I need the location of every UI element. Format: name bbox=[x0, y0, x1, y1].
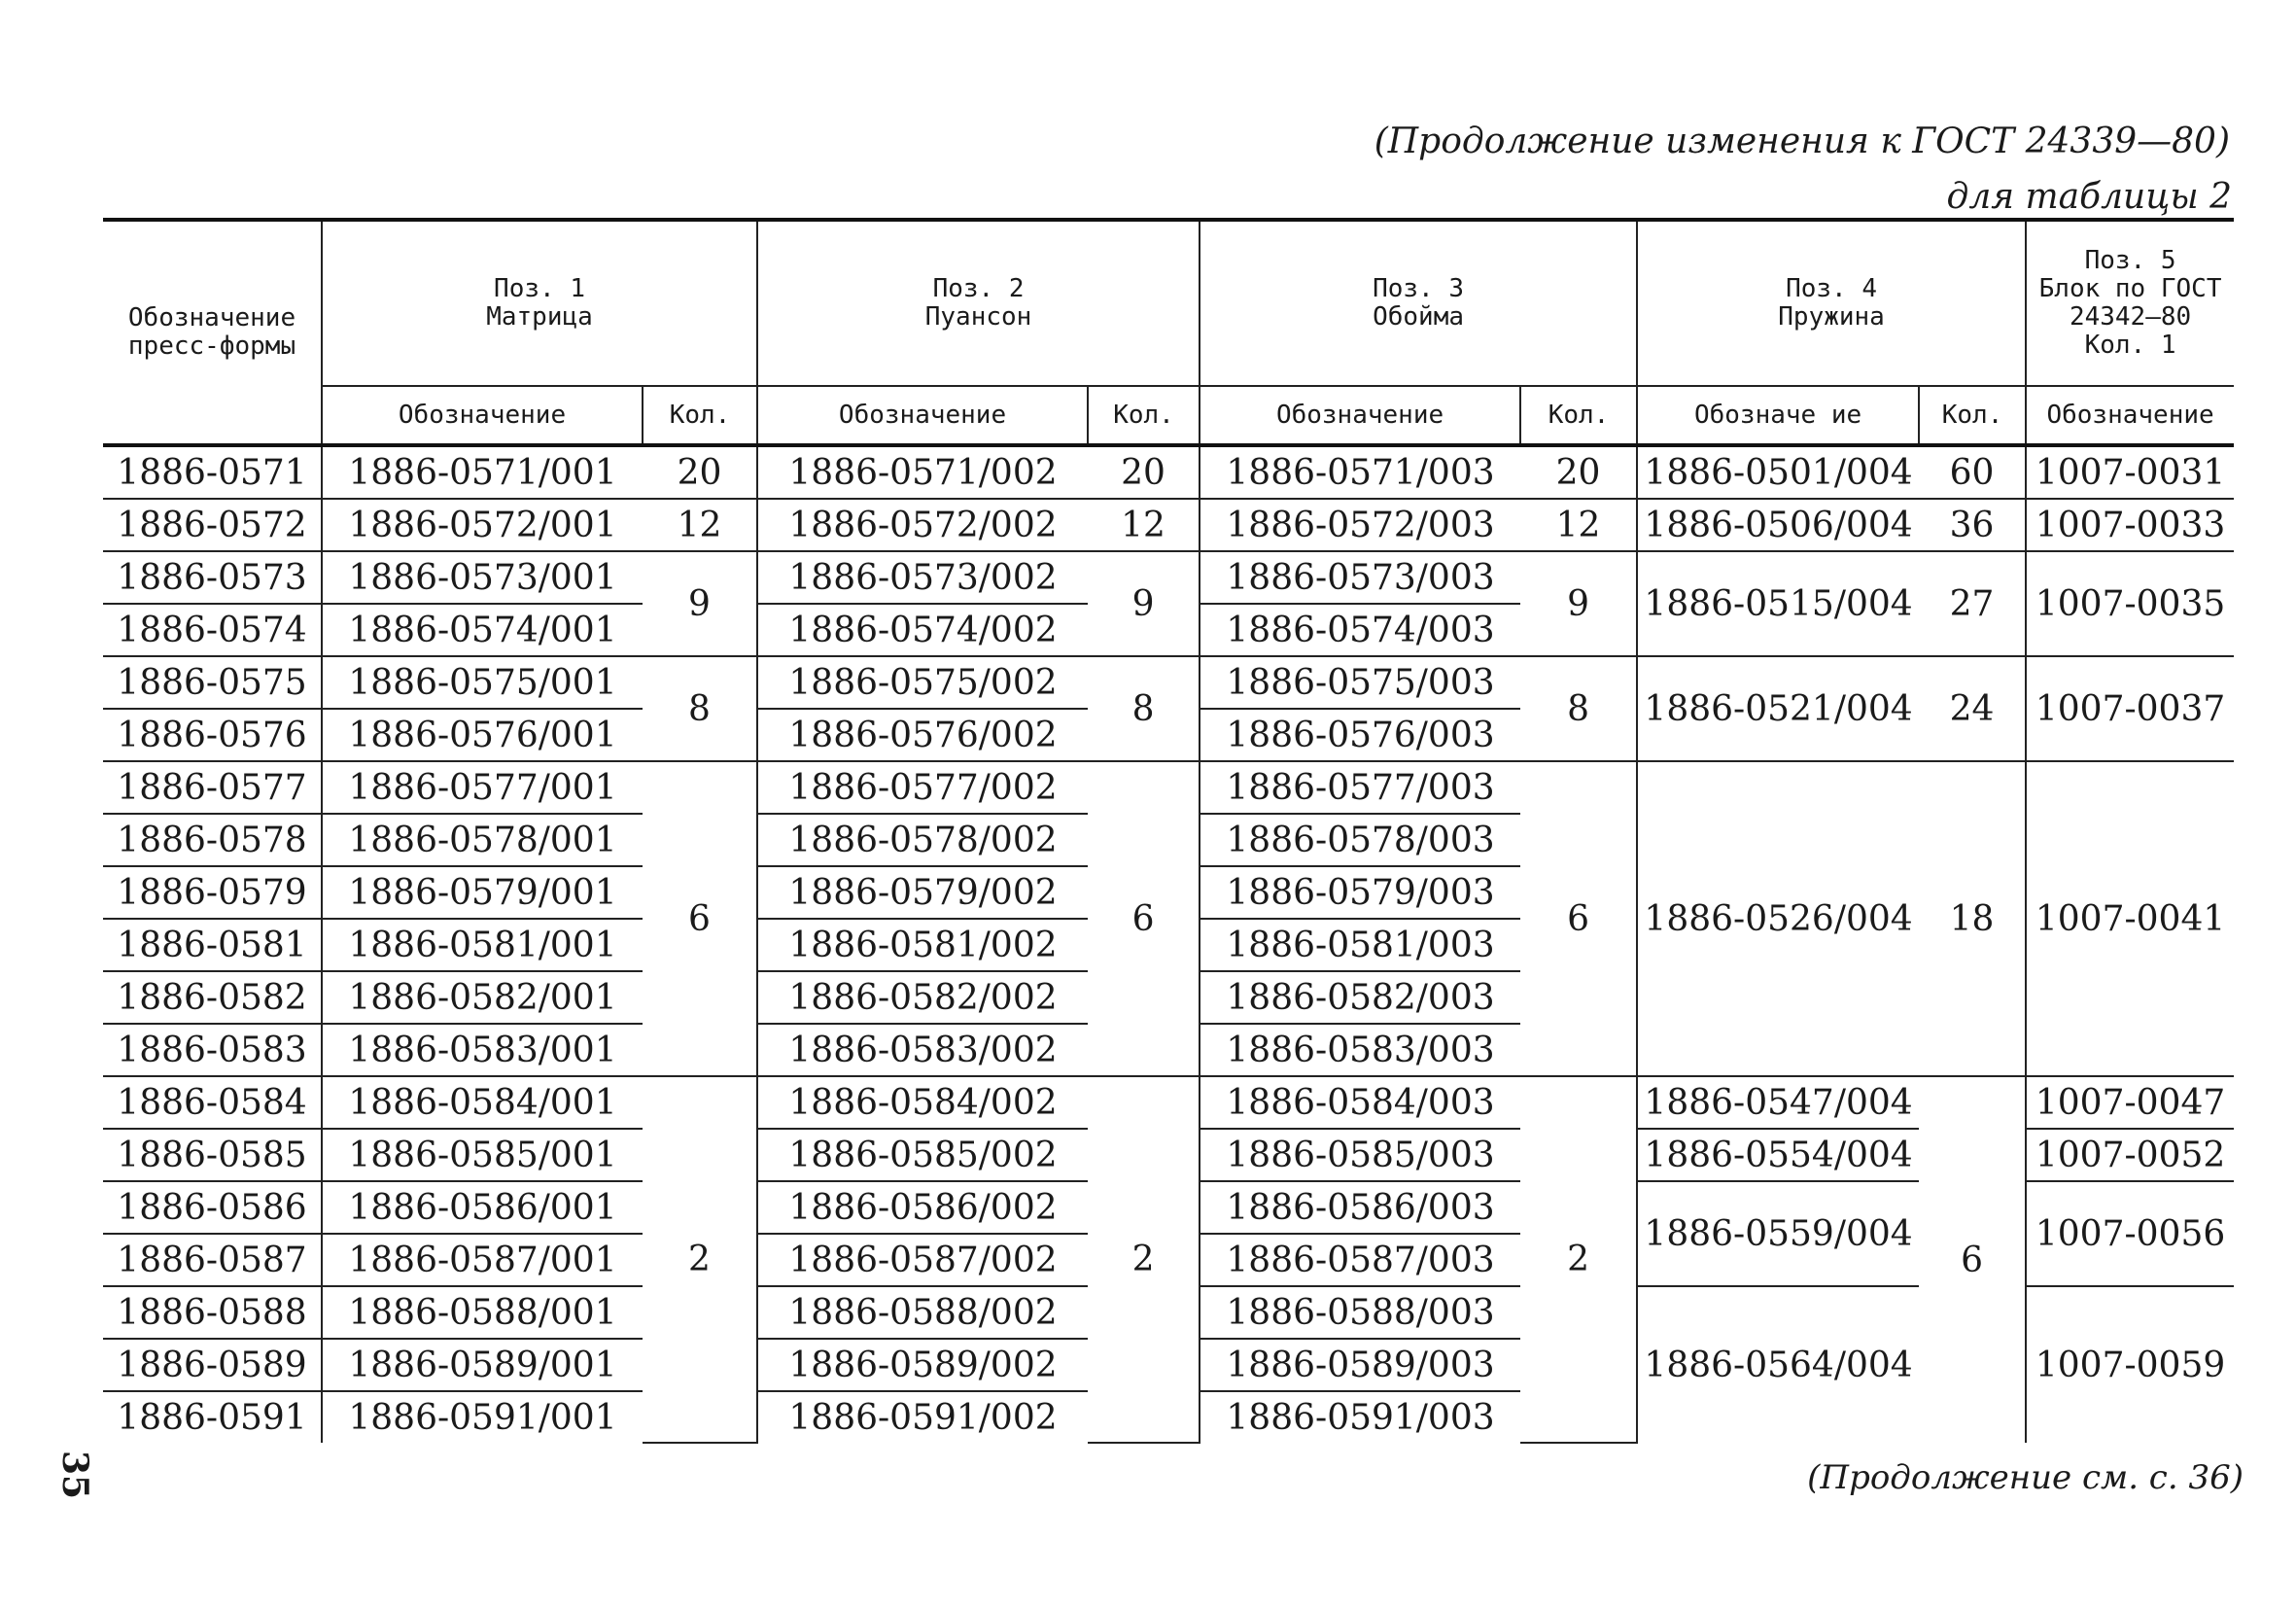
mold-designation: 1886-0588 bbox=[103, 1286, 322, 1339]
pos3-designation: 1886-0578/003 bbox=[1200, 814, 1520, 866]
mold-designation: 1886-0574 bbox=[103, 604, 322, 656]
pos5-designation: 1007-0047 bbox=[2026, 1076, 2234, 1129]
table-row bbox=[103, 656, 2234, 709]
pos4-qty: 36 bbox=[1919, 499, 2026, 551]
pos3-qty: 12 bbox=[1520, 499, 1637, 551]
header-pos2-designation: Обозначение bbox=[757, 386, 1088, 445]
pos2-designation: 1886-0575/002 bbox=[757, 656, 1088, 709]
header-pos5-designation: Обозначение bbox=[2026, 386, 2234, 445]
pos5-designation: 1007-0052 bbox=[2026, 1129, 2234, 1181]
mold-designation: 1886-0575 bbox=[103, 656, 322, 709]
pos1-qty: 9 bbox=[643, 551, 757, 656]
pos3-designation: 1886-0573/003 bbox=[1200, 551, 1520, 604]
pos2-designation: 1886-0588/002 bbox=[757, 1286, 1088, 1339]
table-row bbox=[103, 551, 2234, 604]
pos1-qty: 6 bbox=[643, 761, 757, 1076]
pos2-designation: 1886-0571/002 bbox=[757, 445, 1088, 499]
pos2-designation: 1886-0581/002 bbox=[757, 919, 1088, 971]
pos5-designation: 1007-0037 bbox=[2026, 656, 2234, 761]
header-pos3-qty: Кол. bbox=[1520, 386, 1637, 445]
pos1-designation: 1886-0582/001 bbox=[322, 971, 643, 1024]
mold-designation: 1886-0582 bbox=[103, 971, 322, 1024]
mold-designation: 1886-0572 bbox=[103, 499, 322, 551]
pos2-designation: 1886-0589/002 bbox=[757, 1339, 1088, 1391]
continuation-footer: (Продолжение см. с. 36) bbox=[1807, 1458, 2244, 1497]
pos4-designation: 1886-0515/004 bbox=[1637, 551, 1919, 656]
pos1-designation: 1886-0585/001 bbox=[322, 1129, 643, 1181]
pos4-designation: 1886-0554/004 bbox=[1637, 1129, 1919, 1181]
pos2-designation: 1886-0582/002 bbox=[757, 971, 1088, 1024]
pos3-qty: 6 bbox=[1520, 761, 1637, 1076]
header-mold-designation: Обозначение пресс-формы bbox=[103, 220, 322, 445]
mold-designation: 1886-0586 bbox=[103, 1181, 322, 1234]
pos4-qty: 27 bbox=[1919, 551, 2026, 656]
pos1-designation: 1886-0583/001 bbox=[322, 1024, 643, 1076]
pos3-designation: 1886-0571/003 bbox=[1200, 445, 1520, 499]
mold-designation: 1886-0578 bbox=[103, 814, 322, 866]
mold-designation: 1886-0573 bbox=[103, 551, 322, 604]
pos1-designation: 1886-0571/001 bbox=[322, 445, 643, 499]
pos2-qty: 20 bbox=[1088, 445, 1200, 499]
pos2-qty: 6 bbox=[1088, 761, 1200, 1076]
pos4-designation: 1886-0564/004 bbox=[1644, 1345, 1913, 1385]
pos3-qty: 9 bbox=[1520, 551, 1637, 656]
pos1-designation: 1886-0591/001 bbox=[348, 1397, 617, 1438]
table-row bbox=[103, 1076, 2234, 1129]
pos2-designation: 1886-0573/002 bbox=[757, 551, 1088, 604]
pos3-qty: 2 bbox=[1520, 1076, 1637, 1443]
pos1-qty: 8 bbox=[643, 656, 757, 761]
pos5-designation: 1007-0041 bbox=[2026, 761, 2234, 1076]
table-row bbox=[103, 499, 2234, 551]
pos1-designation: 1886-0581/001 bbox=[322, 919, 643, 971]
pos3-designation: 1886-0574/003 bbox=[1200, 604, 1520, 656]
table-row bbox=[103, 445, 2234, 499]
pos3-designation: 1886-0589/003 bbox=[1200, 1339, 1520, 1391]
header-pos1: Поз. 1 Матрица bbox=[322, 220, 757, 386]
page-number: 35 bbox=[54, 1450, 96, 1500]
header-pos3-designation: Обозначение bbox=[1200, 386, 1520, 445]
pos5-designation: 1007-0059 bbox=[2035, 1345, 2226, 1385]
table-label: для таблицы 2 bbox=[1946, 177, 2232, 217]
mold-designation: 1886-0577 bbox=[103, 761, 322, 814]
pos1-qty: 12 bbox=[643, 499, 757, 551]
pos4-qty: 24 bbox=[1919, 656, 2026, 761]
mold-designation: 1886-0571 bbox=[103, 445, 322, 499]
pos3-designation: 1886-0585/003 bbox=[1200, 1129, 1520, 1181]
press-mold-table bbox=[103, 218, 2234, 1444]
header-pos2: Поз. 2 Пуансон bbox=[757, 220, 1200, 386]
header-pos1-qty: Кол. bbox=[643, 386, 757, 445]
pos1-designation: 1886-0572/001 bbox=[322, 499, 643, 551]
pos2-designation: 1886-0584/002 bbox=[757, 1076, 1088, 1129]
mold-designation: 1886-0589 bbox=[103, 1339, 322, 1391]
pos3-designation: 1886-0586/003 bbox=[1200, 1181, 1520, 1234]
pos1-designation: 1886-0586/001 bbox=[322, 1181, 643, 1234]
mold-designation: 1886-0581 bbox=[103, 919, 322, 971]
mold-designation: 1886-0584 bbox=[103, 1076, 322, 1129]
pos1-designation: 1886-0576/001 bbox=[322, 709, 643, 761]
pos1-designation: 1886-0575/001 bbox=[322, 656, 643, 709]
pos3-designation: 1886-0581/003 bbox=[1200, 919, 1520, 971]
pos3-designation: 1886-0583/003 bbox=[1200, 1024, 1520, 1076]
pos4-qty: 60 bbox=[1919, 445, 2026, 499]
mold-designation: 1886-0591 bbox=[103, 1391, 322, 1443]
pos3-designation: 1886-0575/003 bbox=[1200, 656, 1520, 709]
header-pos1-designation: Обозначение bbox=[322, 386, 643, 445]
pos2-designation: 1886-0583/002 bbox=[757, 1024, 1088, 1076]
pos2-qty: 2 bbox=[1088, 1076, 1200, 1443]
pos2-designation: 1886-0576/002 bbox=[757, 709, 1088, 761]
pos1-designation: 1886-0578/001 bbox=[322, 814, 643, 866]
pos4-designation: 1886-0547/004 bbox=[1637, 1076, 1919, 1129]
pos1-designation: 1886-0573/001 bbox=[322, 551, 643, 604]
pos2-designation: 1886-0572/002 bbox=[757, 499, 1088, 551]
pos1-qty: 20 bbox=[643, 445, 757, 499]
mold-designation: 1886-0583 bbox=[103, 1024, 322, 1076]
pos1-qty: 2 bbox=[643, 1076, 757, 1443]
pos1-designation: 1886-0577/001 bbox=[322, 761, 643, 814]
pos5-designation: 1007-0056 bbox=[2026, 1181, 2234, 1286]
continuation-header: (Продолжение изменения к ГОСТ 24339—80) bbox=[1374, 122, 2230, 161]
pos4-designation: 1886-0526/004 bbox=[1637, 761, 1919, 1076]
pos2-designation: 1886-0585/002 bbox=[757, 1129, 1088, 1181]
pos1-designation: 1886-0587/001 bbox=[322, 1234, 643, 1286]
pos3-designation: 1886-0577/003 bbox=[1200, 761, 1520, 814]
table-row bbox=[103, 761, 2234, 814]
pos5-designation: 1007-0035 bbox=[2026, 551, 2234, 656]
pos1-designation: 1886-0574/001 bbox=[322, 604, 643, 656]
pos2-qty: 9 bbox=[1088, 551, 1200, 656]
pos3-designation: 1886-0587/003 bbox=[1200, 1234, 1520, 1286]
pos4-designation: 1886-0506/004 bbox=[1637, 499, 1919, 551]
pos3-designation: 1886-0579/003 bbox=[1200, 866, 1520, 919]
pos2-designation: 1886-0586/002 bbox=[757, 1181, 1088, 1234]
mold-designation: 1886-0576 bbox=[103, 709, 322, 761]
pos1-designation: 1886-0589/001 bbox=[322, 1339, 643, 1391]
pos5-designation: 1007-0033 bbox=[2026, 499, 2234, 551]
pos3-designation: 1886-0584/003 bbox=[1200, 1076, 1520, 1129]
pos3-qty: 8 bbox=[1520, 656, 1637, 761]
pos3-designation: 1886-0572/003 bbox=[1200, 499, 1520, 551]
mold-designation: 1886-0579 bbox=[103, 866, 322, 919]
pos4-qty: 6 bbox=[1919, 1076, 2026, 1443]
pos2-designation: 1886-0577/002 bbox=[757, 761, 1088, 814]
pos2-designation: 1886-0579/002 bbox=[757, 866, 1088, 919]
header-pos5: Поз. 5 Блок по ГОСТ 24342—80 Кол. 1 bbox=[2026, 220, 2234, 386]
pos3-qty: 20 bbox=[1520, 445, 1637, 499]
header-pos4-designation: Обозначе ие bbox=[1637, 386, 1919, 445]
pos2-qty: 12 bbox=[1088, 499, 1200, 551]
pos2-designation: 1886-0574/002 bbox=[757, 604, 1088, 656]
pos4-designation: 1886-0559/004 bbox=[1637, 1181, 1919, 1286]
pos5-designation: 1007-0031 bbox=[2026, 445, 2234, 499]
pos1-designation: 1886-0584/001 bbox=[322, 1076, 643, 1129]
header-pos3: Поз. 3 Обойма bbox=[1200, 220, 1637, 386]
pos3-designation: 1886-0576/003 bbox=[1200, 709, 1520, 761]
pos3-designation: 1886-0588/003 bbox=[1200, 1286, 1520, 1339]
pos2-qty: 8 bbox=[1088, 656, 1200, 761]
pos1-designation: 1886-0588/001 bbox=[322, 1286, 643, 1339]
pos4-qty: 18 bbox=[1919, 761, 2026, 1076]
pos1-designation: 1886-0579/001 bbox=[322, 866, 643, 919]
header-pos4-qty: Кол. bbox=[1919, 386, 2026, 445]
mold-designation: 1886-0587 bbox=[103, 1234, 322, 1286]
pos2-designation: 1886-0591/002 bbox=[788, 1397, 1058, 1438]
pos3-designation: 1886-0582/003 bbox=[1200, 971, 1520, 1024]
pos4-designation: 1886-0501/004 bbox=[1637, 445, 1919, 499]
pos3-designation: 1886-0591/003 bbox=[1226, 1397, 1495, 1438]
pos2-designation: 1886-0578/002 bbox=[757, 814, 1088, 866]
header-pos4: Поз. 4 Пружина bbox=[1637, 220, 2026, 386]
pos2-designation: 1886-0587/002 bbox=[757, 1234, 1088, 1286]
mold-designation: 1886-0585 bbox=[103, 1129, 322, 1181]
header-pos2-qty: Кол. bbox=[1088, 386, 1200, 445]
pos4-designation: 1886-0521/004 bbox=[1637, 656, 1919, 761]
